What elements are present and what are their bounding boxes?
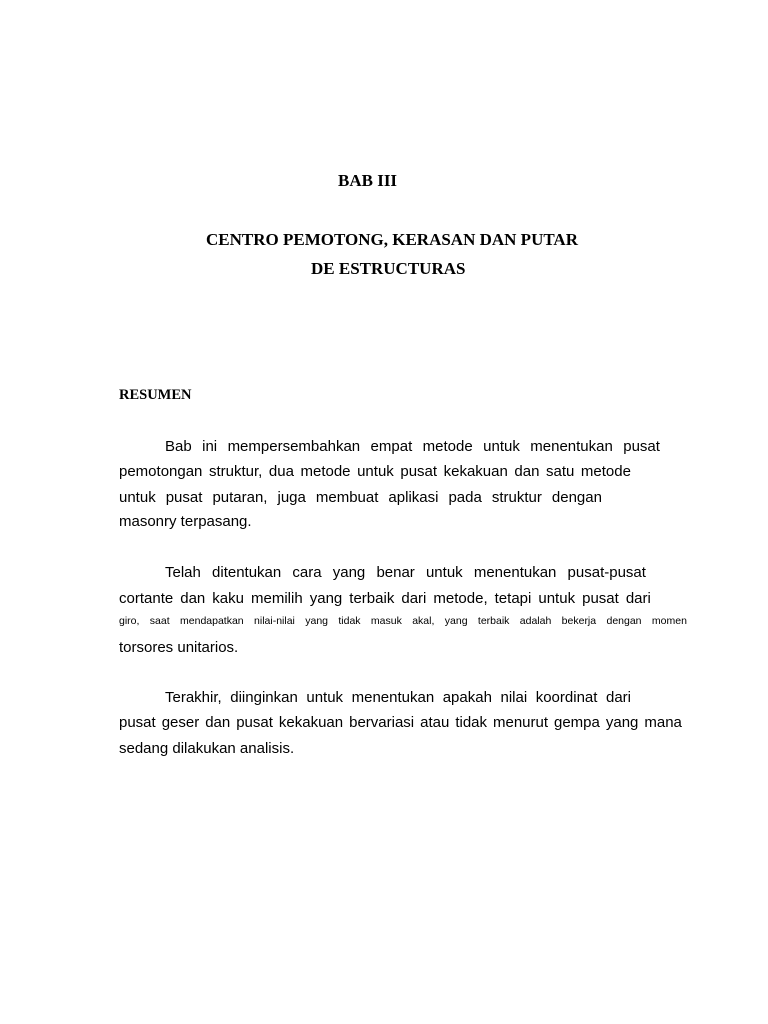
paragraph-3-line-2: pusat geser dan pusat kekakuan bervariasi atau tidak menurut gempa yang mana [119,714,682,731]
chapter-title-line-1: CENTRO PEMOTONG, KERASAN DAN PUTAR [206,230,578,249]
paragraph-2-line-3: giro, saat mendapatkan nilai-nilai yang tidak masuk akal, yang terbaik adalah bekerja dengan momen [119,615,687,627]
paragraph-2-line-1: Telah ditentukan cara yang benar untuk menentukan pusat-pusat [165,564,646,581]
paragraph-1-line-3: untuk pusat putaran, juga membuat aplikasi pada struktur dengan [119,489,602,506]
paragraph-1-line-4: masonry terpasang. [119,513,252,530]
paragraph-1-line-2: pemotongan struktur, dua metode untuk pusat kekakuan dan satu metode [119,463,631,480]
paragraph-2-line-2: cortante dan kaku memilih yang terbaik dari metode, tetapi untuk pusat dari [119,590,651,607]
paragraph-1-line-1: Bab ini mempersembahkan empat metode untuk menentukan pusat [165,438,660,455]
chapter-title-line-2: DE ESTRUCTURAS [311,259,466,278]
chapter-heading: BAB III [338,171,398,190]
paragraph-3-line-1: Terakhir, diinginkan untuk menentukan apakah nilai koordinat dari [165,689,631,706]
section-title: RESUMEN [119,387,192,403]
paragraph-3-line-3: sedang dilakukan analisis. [119,740,295,757]
paragraph-2-line-4: torsores unitarios. [119,639,239,656]
